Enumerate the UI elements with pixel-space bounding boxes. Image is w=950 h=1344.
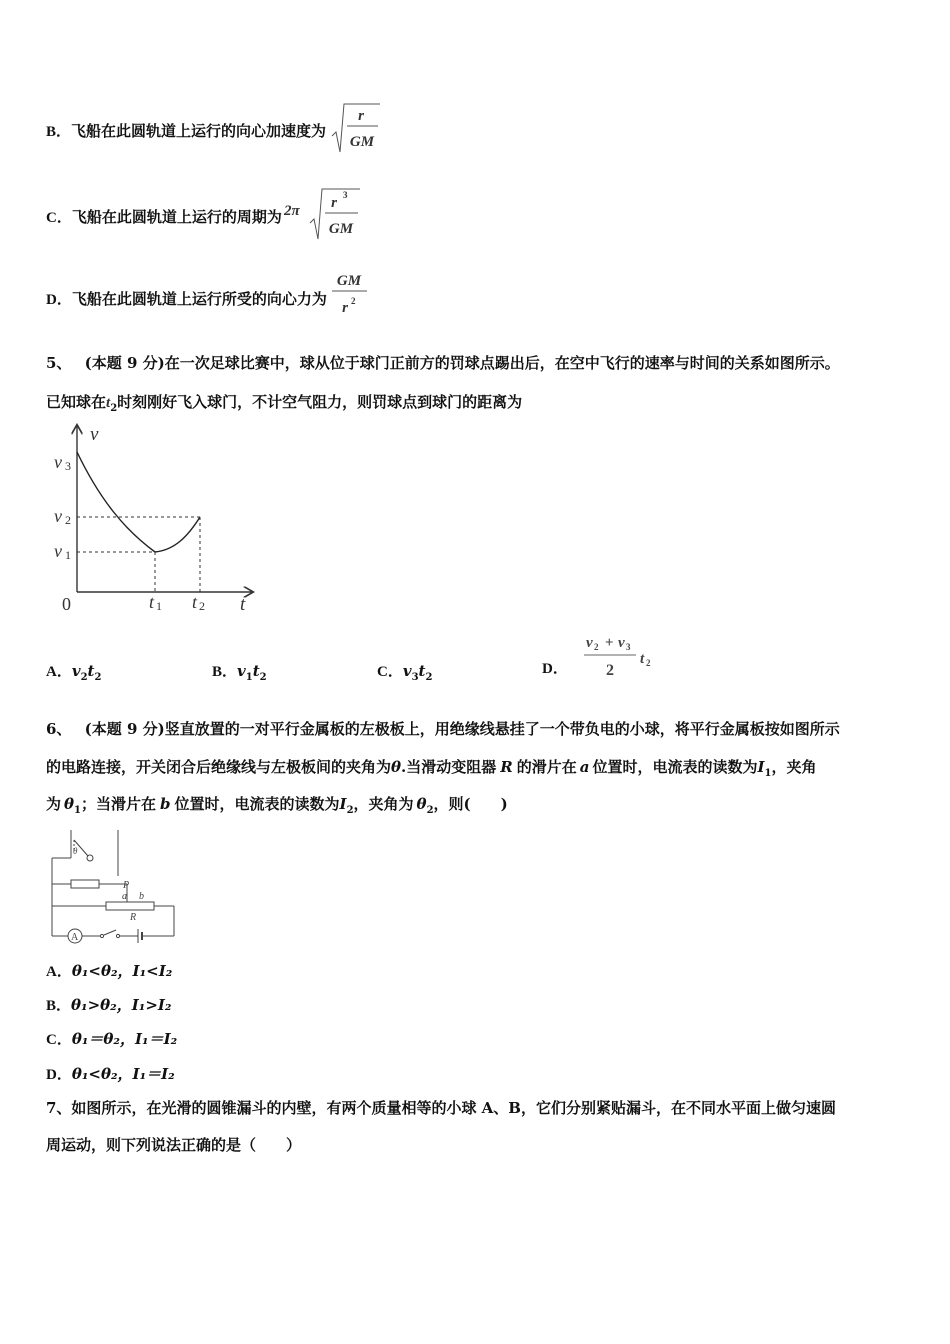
- q6-option-d-text: θ₁<θ₂，I₁＝I₂: [71, 1065, 175, 1083]
- q6-theta: θ: [391, 758, 402, 776]
- q6-stem-line3: [46, 793, 508, 816]
- q6-theta2: θ: [416, 795, 427, 813]
- q6-b: b: [160, 795, 171, 813]
- q5-graph-v1: v: [54, 541, 62, 561]
- q4-option-c: [46, 186, 362, 246]
- q5-graph-curve: [77, 452, 200, 552]
- q4-d-den: r: [341, 300, 348, 316]
- q6-I1: I: [757, 758, 765, 776]
- q5-option-d: [542, 632, 682, 682]
- q5-graph-v2: v: [54, 506, 62, 526]
- q4-c-sup: 3: [342, 190, 348, 200]
- q5-option-b-label: B．: [212, 664, 238, 680]
- q4-option-d-fraction: [329, 268, 371, 324]
- q6-a: a: [579, 758, 590, 776]
- q6-option-d-label: D．: [46, 1067, 72, 1083]
- q5-vt-graph: [50, 420, 260, 620]
- q6-R: R: [500, 758, 513, 776]
- q6-option-d: [46, 1063, 175, 1084]
- q6-line2-d: 位置时，电流表的读数为: [592, 758, 758, 776]
- q6-circuit-theta: θ: [73, 846, 78, 856]
- q4-d-sup: 2: [350, 296, 356, 306]
- q5-graph-t2-sub: 2: [199, 599, 205, 613]
- q6-option-c-text: θ₁＝θ₂，I₁＝I₂: [71, 1030, 178, 1048]
- q5-option-c-ts: 2: [425, 672, 433, 683]
- q5-d-plus: +: [604, 635, 614, 651]
- q6-line3-b: ；当滑片在: [81, 795, 157, 813]
- q6-stem-line2: [46, 756, 817, 779]
- q4-option-d-formula: [329, 268, 371, 328]
- q4-option-d-label: D．: [46, 291, 72, 308]
- q5-d-t-sub: 2: [645, 658, 651, 668]
- q5-option-b-ts: 2: [259, 672, 267, 683]
- q6-line2-b: .当滑动变阻器: [401, 758, 497, 776]
- q6-option-a-label: A．: [46, 964, 72, 980]
- q5-graph-t1-sub: 1: [156, 599, 162, 613]
- q5-text-line1: 在一次足球比赛中，球从位于球门正前方的罚球点踢出后，在空中飞行的速率与时间的关系如图所示。: [164, 354, 840, 372]
- q5-option-a-t: t: [87, 662, 95, 680]
- q6-line3-d: ，夹角为: [353, 795, 414, 813]
- q5-score: (本题 9 分): [84, 354, 165, 372]
- q5-option-c-t: t: [418, 662, 426, 680]
- q6-number: 6、: [46, 720, 72, 738]
- q5-t2-sub: 2: [110, 403, 118, 414]
- q5-graph-t1: t: [149, 592, 155, 612]
- q4-option-b-text: 飞船在此圆轨道上运行的向心加速度为: [71, 121, 327, 140]
- q5-option-a: [46, 660, 101, 683]
- q6-line1: 竖直放置的一对平行金属板的左极板上，用绝缘线悬挂了一个带负电的小球，将平行金属板按如图所示: [164, 720, 840, 738]
- q4-option-b-formula: [330, 100, 382, 160]
- q6-I2: I: [339, 795, 347, 813]
- q6-score: (本题 9 分): [84, 720, 165, 738]
- q5-option-d-label: D．: [542, 661, 568, 677]
- q4-c-num: r: [330, 195, 337, 211]
- q6-circuit-A: A: [71, 932, 79, 943]
- q7-stem-line2: 周运动，则下列说法正确的是（ ）: [46, 1136, 302, 1154]
- q5-option-a-vs: 2: [80, 672, 88, 683]
- q4-option-d: [46, 270, 371, 326]
- q6-option-c: [46, 1028, 177, 1049]
- q6-I1-sub: 1: [764, 768, 772, 779]
- q6-circuit-diagram: [46, 828, 178, 946]
- q6-I2-sub: 2: [346, 805, 354, 816]
- q5-d-num-a: v: [585, 635, 593, 651]
- q5-option-c: [377, 660, 432, 683]
- q5-t2-var: t: [106, 395, 111, 411]
- q6-option-a-text: θ₁<θ₂，I₁<I₂: [71, 962, 173, 980]
- q5-graph-v1-sub: 1: [65, 548, 71, 562]
- q6-line3-a: 为: [46, 795, 62, 813]
- q6-rheostat: [106, 902, 154, 910]
- q6-option-c-label: C．: [46, 1032, 72, 1048]
- q7-stem-line1: 7、如图所示，在光滑的圆锥漏斗的内壁，有两个质量相等的小球 A、B，它们分别紧贴漏斗，在不同水平面上做匀速圆: [46, 1099, 836, 1117]
- q5-text-line2-a: 已知球在: [46, 393, 107, 411]
- q5-option-b: [212, 660, 267, 683]
- q5-stem-line2: [46, 391, 522, 414]
- q5-graph-v3-sub: 3: [65, 459, 71, 473]
- q5-graph-t2: t: [192, 592, 198, 612]
- q6-theta1-sub: 1: [74, 805, 81, 816]
- q6-switch: [104, 930, 116, 935]
- q6-fixed-resistor: [71, 880, 99, 888]
- q5-option-d-formula: [582, 632, 682, 682]
- q4-option-c-sqrt: [282, 185, 362, 243]
- q5-graph-axis-v: v: [90, 424, 99, 445]
- q5-graph-v3: v: [54, 452, 62, 472]
- q4-option-b-sqrt: [330, 100, 382, 156]
- q5-option-b-vs: 1: [245, 672, 253, 683]
- q5-d-t: t: [639, 651, 645, 667]
- q5-option-a-ts: 2: [94, 672, 102, 683]
- q5-option-a-label: A．: [46, 664, 72, 680]
- q6-line2-e: ，夹角: [771, 758, 817, 776]
- q5-d-num-a-sub: 2: [593, 642, 599, 652]
- q6-theta1: θ: [64, 795, 75, 813]
- q5-option-c-label: C．: [377, 664, 403, 680]
- q5-graph-v2-sub: 2: [65, 513, 71, 527]
- q5-d-den: 2: [605, 662, 614, 679]
- q5-graph-origin: 0: [62, 594, 71, 614]
- q4-c-den: GM: [328, 221, 353, 237]
- q6-circuit-a: a: [122, 891, 127, 902]
- q6-option-b-text: θ₁>θ₂，I₁>I₂: [71, 996, 172, 1014]
- q4-c-prefix: 2π: [283, 203, 300, 219]
- q5-d-num-b-sub: 3: [625, 642, 631, 652]
- q4-option-c-label: C．: [46, 209, 72, 226]
- q4-option-b-label: B．: [46, 123, 72, 140]
- q6-option-a: [46, 960, 172, 981]
- q6-line3-e: ，则( ): [433, 795, 508, 813]
- q6-line2-c: 的滑片在: [516, 758, 577, 776]
- q5-option-a-v: v: [71, 662, 81, 680]
- q5-option-c-v: v: [402, 662, 412, 680]
- q6-line2-a: 的电路连接，开关闭合后绝缘线与左极板间的夹角为: [46, 758, 392, 776]
- q5-graph-axis-t: t: [240, 594, 246, 615]
- q6-option-b-label: B．: [46, 998, 72, 1014]
- q6-ball: [87, 855, 93, 861]
- q4-d-num: GM: [336, 273, 361, 289]
- q6-line3-c: 位置时，电流表的读数为: [174, 795, 340, 813]
- q5-option-b-v: v: [237, 662, 246, 680]
- q4-option-c-text: 飞船在此圆轨道上运行的周期为: [71, 207, 282, 226]
- q5-option-c-vs: 3: [411, 672, 419, 683]
- q5-stem-line1: [46, 352, 840, 373]
- q6-stem-line1: [46, 718, 840, 739]
- q4-option-d-text: 飞船在此圆轨道上运行所受的向心力为: [71, 289, 327, 308]
- q6-circuit-P: P: [123, 880, 130, 891]
- q5-number: 5、: [46, 354, 72, 372]
- q6-option-b: [46, 994, 171, 1015]
- q6-circuit-R: R: [130, 912, 137, 923]
- q5-d-num-b: v: [617, 635, 625, 651]
- q4-option-c-formula: [282, 185, 362, 247]
- q5-option-b-t: t: [252, 662, 260, 680]
- q4-b-den: GM: [349, 134, 375, 150]
- q6-theta2-sub: 2: [426, 805, 434, 816]
- q5-text-line2-b: 时刻刚好飞入球门，不计空气阻力，则罚球点到球门的距离为: [117, 393, 523, 411]
- q4-option-b: [46, 100, 382, 160]
- q6-circuit-b: b: [139, 891, 144, 902]
- q4-b-num: r: [358, 108, 364, 124]
